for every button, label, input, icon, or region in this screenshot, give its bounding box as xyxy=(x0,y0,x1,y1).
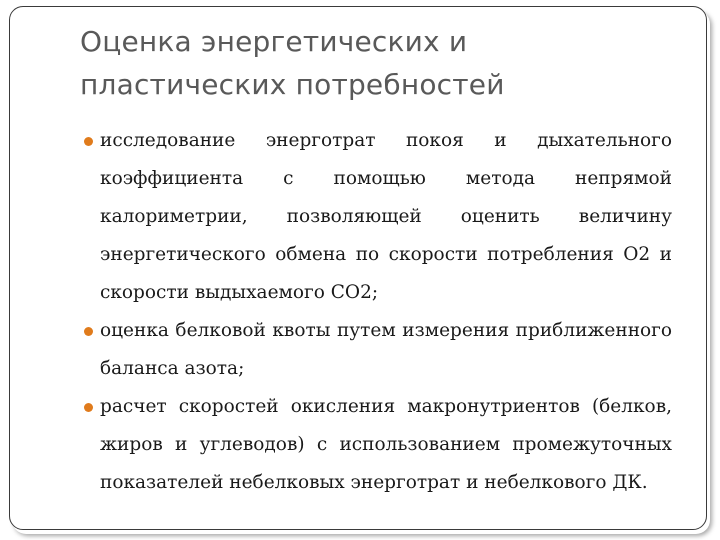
bullet-dot-icon xyxy=(84,327,93,336)
bullet-dot-icon xyxy=(84,137,93,146)
list-item xyxy=(80,388,672,502)
bullet-text: исследование энерготрат покоя и дыхательного коэффициента с помощью метода непрямой калориметрии, позволяющей оценить величину энергетического обмена по скорости потребления О2 и скорости выдыхаемого СО2; xyxy=(100,130,672,303)
bullet-list xyxy=(80,122,672,502)
bullet-text: оценка белковой квоты путем измерения приближенного баланса азота; xyxy=(100,320,672,379)
list-item xyxy=(80,312,672,388)
bullet-dot-icon xyxy=(84,403,93,412)
slide-title: Оценка энергетических и пластических потребностей xyxy=(80,25,505,101)
list-item xyxy=(80,122,672,312)
bullet-text: расчет скоростей окисления макронутриентов (белков, жиров и углеводов) с использованием промежуточных показателей небелковых энерготрат и небелкового ДК. xyxy=(100,396,672,493)
